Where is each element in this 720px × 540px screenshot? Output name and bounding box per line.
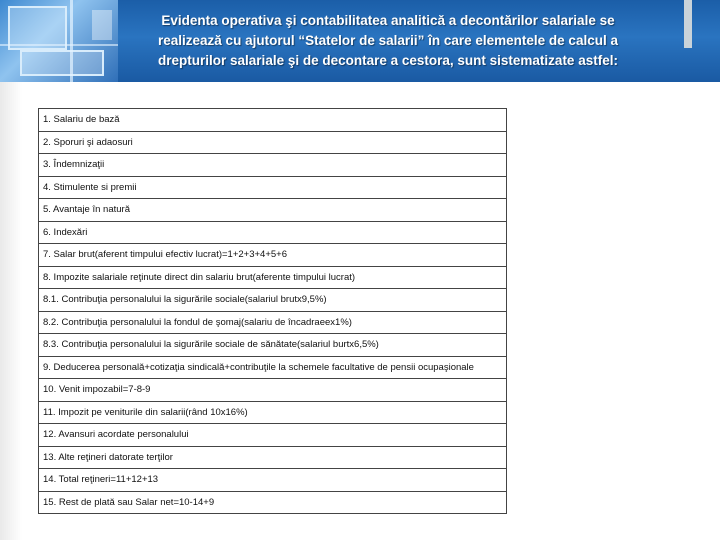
- table-cell: 5. Avantaje în natură: [39, 199, 507, 222]
- table-cell: 8. Impozite salariale reţinute direct din salariu brut(aferente timpului lucrat): [39, 266, 507, 289]
- table-row: [39, 334, 507, 357]
- salary-elements-table: [38, 108, 507, 514]
- table-cell: 10. Venit impozabil=7-8-9: [39, 379, 507, 402]
- table-cell: 8.2. Contribuţia personalului la fondul de şomaj(salariu de încadraeex1%): [39, 311, 507, 334]
- table-row: [39, 356, 507, 379]
- table-row: [39, 176, 507, 199]
- slide-title: Evidenta operativa şi contabilitatea analitică a decontărilor salariale se realizează cu ajutorul “Statelor de salarii” în care elementele de calcul a drepturilor salariale şi de decontare a cestora, sunt sistematizate astfel:: [158, 13, 618, 68]
- table-row: [39, 199, 507, 222]
- table-row: [39, 379, 507, 402]
- table-cell: 8.1. Contribuţia personalului la sigurările sociale(salariul brutx9,5%): [39, 289, 507, 312]
- table-row: [39, 289, 507, 312]
- table-row: [39, 109, 507, 132]
- table-row: [39, 131, 507, 154]
- table-cell: 4. Stimulente si premii: [39, 176, 507, 199]
- decorative-window-image: [0, 0, 118, 82]
- table-row: [39, 491, 507, 514]
- table-row: [39, 311, 507, 334]
- table-cell: 7. Salar brut(aferent timpului efectiv lucrat)=1+2+3+4+5+6: [39, 244, 507, 267]
- table-cell: 11. Impozit pe veniturile din salarii(rând 10x16%): [39, 401, 507, 424]
- left-shadow-strip: [0, 82, 22, 540]
- table-row: [39, 266, 507, 289]
- table-cell: 14. Total reţineri=11+12+13: [39, 469, 507, 492]
- table-cell: 3. Îndemnizaţii: [39, 154, 507, 177]
- table-cell: 9. Deducerea personală+cotizaţia sindicală+contribuţile la schemele facultative de pensii ocupaşionale: [39, 356, 507, 379]
- header-accent-stripe: [684, 0, 692, 48]
- table-row: [39, 221, 507, 244]
- table-cell: 12. Avansuri acordate personalului: [39, 424, 507, 447]
- table-row: [39, 424, 507, 447]
- table-row: [39, 154, 507, 177]
- table-cell: 6. Indexări: [39, 221, 507, 244]
- table-row: [39, 446, 507, 469]
- table-cell: 8.3. Contribuţia personalului la sigurările sociale de sănătate(salariul burtx6,5%): [39, 334, 507, 357]
- table-cell: 13. Alte reţineri datorate terţilor: [39, 446, 507, 469]
- table-row: [39, 469, 507, 492]
- table-row: [39, 401, 507, 424]
- table-cell: 2. Sporuri şi adaosuri: [39, 131, 507, 154]
- table-row: [39, 244, 507, 267]
- table-cell: 15. Rest de plată sau Salar net=10-14+9: [39, 491, 507, 514]
- table-cell: 1. Salariu de bază: [39, 109, 507, 132]
